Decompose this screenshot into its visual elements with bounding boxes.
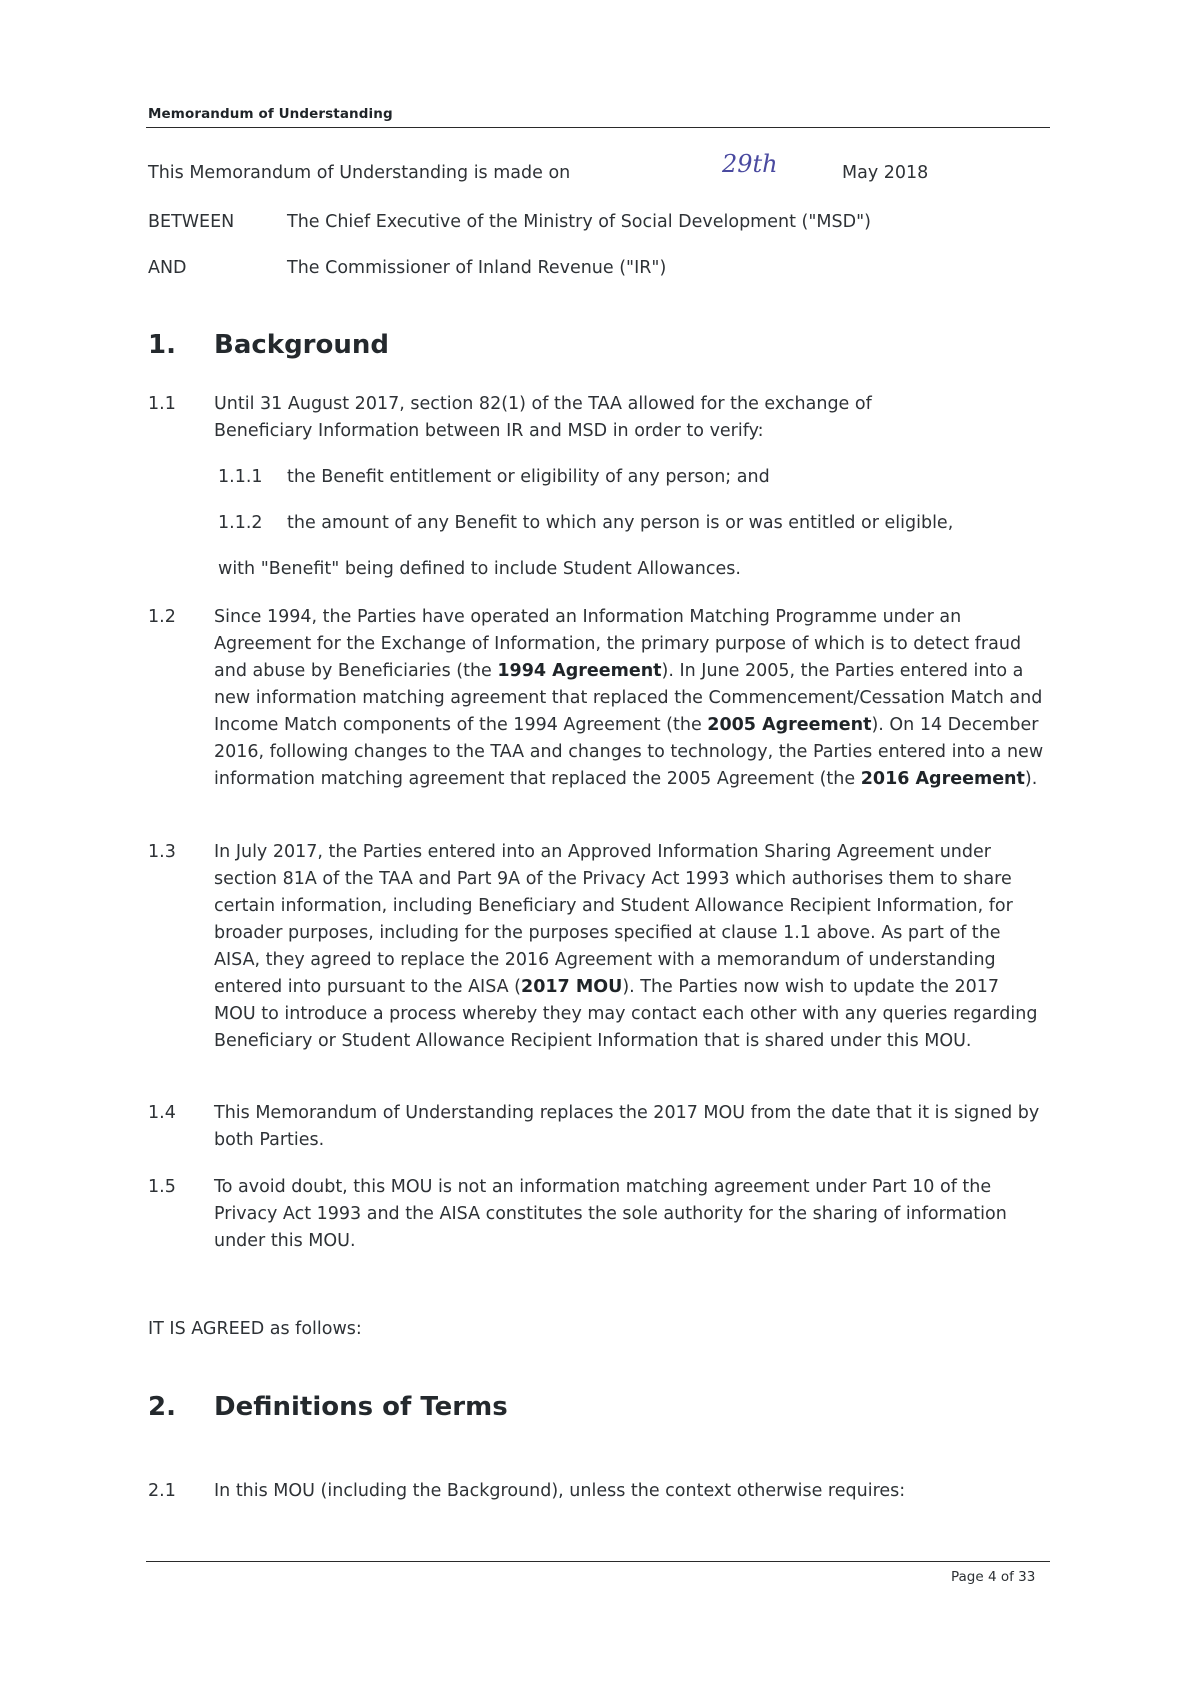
clause-2-1-text: In this MOU (including the Background), unless the context otherwise requires: bbox=[214, 1481, 906, 1501]
clause-number: 1.2 bbox=[148, 607, 176, 627]
subclause-number: 1.1.2 bbox=[218, 513, 263, 533]
clause-1-2-text bbox=[214, 604, 1050, 793]
text-run: In July 2017, the Parties entered into an Approved Information Sharing Agreement under section 81A of the TAA and Part 9A of the Privacy Act 1993 which authorises them to share certain information, including Beneficiary and Student Allowance Recipient Information, for broader purposes, including for the purposes specified at clause 1.1 above. As part of the AISA, they agreed to replace the 2016 Agreement with a memorandum of understanding entered into pursuant to the AISA ( bbox=[214, 842, 1013, 997]
text-run: ). bbox=[1024, 769, 1038, 789]
clause-number: 1.3 bbox=[148, 842, 176, 862]
clause-1-1-tail: with "Benefit" being defined to include Student Allowances. bbox=[218, 559, 741, 579]
section-1-number: 1. bbox=[148, 330, 176, 360]
clause-number: 2.1 bbox=[148, 1481, 176, 1501]
page-number: Page 4 of 33 bbox=[951, 1569, 1036, 1585]
subclause-1-1-1-text: the Benefit entitlement or eligibility of any person; and bbox=[287, 467, 770, 487]
section-2-number: 2. bbox=[148, 1392, 176, 1422]
footer-rule bbox=[146, 1561, 1050, 1562]
defined-term: 1994 Agreement bbox=[497, 661, 662, 681]
text-run: ). The Parties now wish to update the 2017 MOU to introduce a process whereby they may contact each other with any queries regarding Beneficiary or Student Allowance Recipient Information that is shared under this MOU. bbox=[214, 977, 1038, 1051]
party-label-between: BETWEEN bbox=[148, 212, 235, 232]
made-on-label: This Memorandum of Understanding is made on bbox=[148, 163, 571, 183]
defined-term: 2005 Agreement bbox=[707, 715, 872, 735]
party-msd: The Chief Executive of the Ministry of Social Development ("MSD") bbox=[287, 212, 871, 232]
clause-1-5-text: To avoid doubt, this MOU is not an information matching agreement under Part 10 of the Privacy Act 1993 and the AISA constitutes the sole authority for the sharing of information under this MOU. bbox=[214, 1177, 1007, 1251]
text-run: ). On 14 December 2016, following changes to the TAA and changes to technology, the Parties entered into a new information matching agreement that replaced the 2005 Agreement (the bbox=[214, 715, 1044, 789]
running-header-title: Memorandum of Understanding bbox=[148, 106, 393, 122]
section-2-title: Definitions of Terms bbox=[214, 1392, 508, 1422]
handwritten-date-signature: 29th bbox=[722, 150, 778, 178]
clause-1-1-text: Until 31 August 2017, section 82(1) of the TAA allowed for the exchange of Beneficiary Information between IR and MSD in order to verify: bbox=[214, 394, 872, 441]
it-is-agreed-text: IT IS AGREED as follows: bbox=[148, 1319, 362, 1339]
defined-term: 2016 Agreement bbox=[860, 769, 1025, 789]
header-rule bbox=[146, 127, 1050, 128]
defined-term: 2017 MOU bbox=[521, 977, 623, 997]
clause-number: 1.1 bbox=[148, 394, 176, 414]
subclause-number: 1.1.1 bbox=[218, 467, 263, 487]
party-ir: The Commissioner of Inland Revenue ("IR") bbox=[287, 258, 667, 278]
text-run: ). In June 2005, the Parties entered into a new information matching agreement that replaced the Commencement/Cessation Match and Income Match components of the 1994 Agreement (the bbox=[214, 661, 1043, 735]
clause-number: 1.5 bbox=[148, 1177, 176, 1197]
made-on-month-year: May 2018 bbox=[842, 163, 929, 183]
subclause-1-1-2-text: the amount of any Benefit to which any person is or was entitled or eligible, bbox=[287, 513, 954, 533]
clause-1-4-text: This Memorandum of Understanding replaces the 2017 MOU from the date that it is signed by both Parties. bbox=[214, 1103, 1040, 1150]
text-run: Since 1994, the Parties have operated an Information Matching Programme under an Agreement for the Exchange of Information, the primary purpose of which is to detect fraud and abuse by Beneficiaries (the bbox=[214, 607, 1022, 681]
section-1-title: Background bbox=[214, 330, 389, 360]
party-label-and: AND bbox=[148, 258, 187, 278]
clause-number: 1.4 bbox=[148, 1103, 176, 1123]
clause-1-3-text bbox=[214, 839, 1040, 1055]
